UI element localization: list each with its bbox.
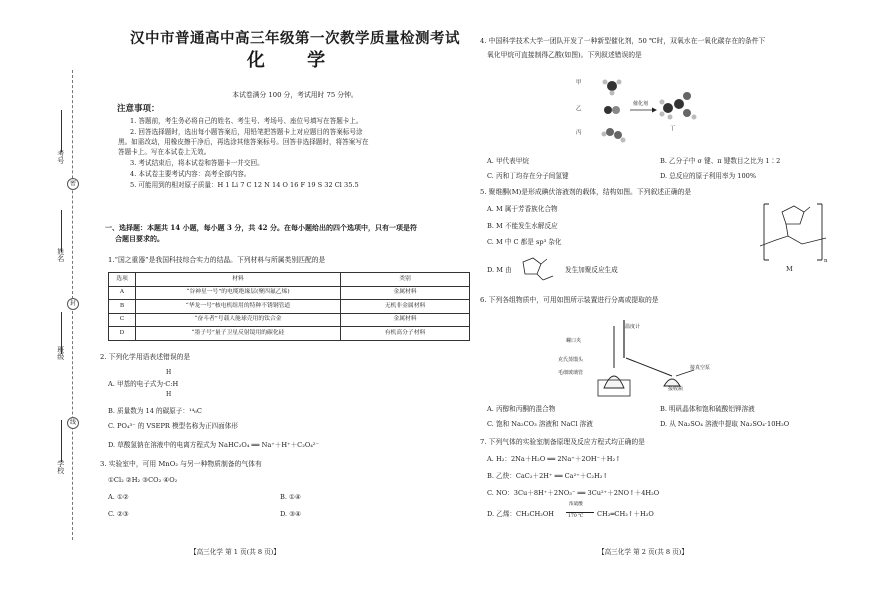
footer-right: 【高三化学 第 2 页(共 8 页)】 xyxy=(598,548,688,556)
q7-option-a[interactable]: A. H₂：2Na＋H₂O ══ 2Na⁺＋2OH⁻＋H₂↑ xyxy=(487,455,621,463)
school-blank[interactable] xyxy=(61,420,62,462)
q2-a-bottom-h: H xyxy=(166,391,172,398)
table-header: 类别 xyxy=(341,273,470,287)
carbonyl-bond xyxy=(541,259,547,264)
note-item: 1. 答题前，考生务必将自己的姓名、考生号、考场号、座位号填写在答题卡上。 xyxy=(130,117,363,125)
table-row xyxy=(109,327,470,341)
note-item: 4. 本试卷主要考试内容：高考全部内容。 xyxy=(130,170,251,179)
q2-a-top-h: H xyxy=(166,369,172,376)
q2-option-b[interactable]: B. 质量数为 14 的碳原子：¹⁴₆C xyxy=(108,407,202,415)
yi-molecule xyxy=(604,106,612,114)
name-label: 姓名 xyxy=(56,248,65,262)
q4-option-d[interactable]: D. 总反应的原子利用率为 100% xyxy=(660,172,757,180)
label-receiving-flask: 接收瓶 xyxy=(668,386,684,392)
atom-h xyxy=(660,112,665,117)
q6-option-a[interactable]: A. 丙醇和丙酮的混合物 xyxy=(487,405,556,413)
table-cell: 有机高分子材料 xyxy=(341,327,470,341)
atom-h xyxy=(692,115,697,120)
q4-option-c[interactable]: C. 丙和丁均存在分子间氢键 xyxy=(487,172,569,180)
q1-stem: 1.“国之重器”是我国科技综合实力的结晶。下列材料与所属类别匹配的是 xyxy=(108,256,326,264)
table-row xyxy=(109,300,470,314)
note-item: 黑。如需改动，用橡皮擦干净后，再选涂其他答案标号。回答非选择题时，将答案写在 xyxy=(118,137,369,146)
label-vacuum-pump: 接真空泵 xyxy=(690,365,711,371)
atom-h xyxy=(660,100,665,105)
receiving-flask xyxy=(664,379,680,386)
jia-molecule xyxy=(607,81,617,91)
exam-no-label: 考号 xyxy=(56,150,65,164)
table-header: 材料 xyxy=(136,273,341,287)
label-screw-clamp: 螺口夹 xyxy=(566,338,582,344)
q1-table xyxy=(108,272,470,341)
q3-option-d[interactable]: D. ③④ xyxy=(280,510,302,518)
q7-option-c[interactable]: C. NO：3Cu＋8H⁺＋2NO₃⁻ ══ 3Cu²⁺＋2NO↑＋4H₂O xyxy=(487,489,660,497)
section-heading xyxy=(105,222,473,244)
atom-h xyxy=(610,91,615,96)
q3-option-b[interactable]: B. ①④ xyxy=(280,493,301,501)
label-thermometer: 温度计 xyxy=(625,324,641,330)
atom-o xyxy=(683,109,691,117)
q5-option-d-post[interactable]: 发生加聚反应生成 xyxy=(565,266,618,274)
q6-option-c[interactable]: C. 饱和 Na₂CO₃ 溶液和 NaCl 溶液 xyxy=(487,420,593,428)
fig-label-jia: 甲 xyxy=(576,80,582,86)
atom-h xyxy=(603,80,608,85)
note-item: 答题卡上。写在本试卷上无效。 xyxy=(118,148,211,157)
label-claisen-head: 克氏蒸馏头 xyxy=(558,357,584,363)
polymer-backbone xyxy=(760,236,826,246)
footer-left: 【高三化学 第 1 页(共 8 页)】 xyxy=(190,548,280,556)
atom-o xyxy=(683,92,691,100)
table-cell: B xyxy=(109,300,136,314)
atom-h xyxy=(668,115,673,120)
q5-option-d-pre[interactable]: D. M 由 xyxy=(487,266,512,274)
table-cell: “奋斗者”号载人舱球壳用的钛合金 xyxy=(136,313,341,327)
atom-h xyxy=(621,138,626,143)
q3-items: ①Cl₂ ②H₂ ③CO₂ ④O₂ xyxy=(108,476,178,484)
table-row xyxy=(109,286,470,300)
class-label: 班级 xyxy=(56,346,65,360)
q2-option-a[interactable]: A. 甲基的电子式为·C:H xyxy=(108,380,179,388)
exam-title: 汉中市普通高中高三年级第一次教学质量检测考试 xyxy=(130,30,460,47)
q2-option-d[interactable]: D. 草酸氢钠在溶液中的电离方程式为 NaHC₂O₄ ══ Na⁺＋H⁺＋C₂O₄²⁻ xyxy=(108,441,320,449)
q2-option-c[interactable]: C. PO₄³⁻ 的 VSEPR 模型名称为正四面体形 xyxy=(108,422,238,430)
table-header-row xyxy=(109,273,470,287)
fig-label-yi: 乙 xyxy=(576,106,582,112)
bracket-left xyxy=(764,204,769,260)
fig-label-ding: 丁 xyxy=(670,126,676,132)
q7-stem: 7. 下列气体的实验室制备原理及反应方程式均正确的是 xyxy=(480,438,645,446)
table-row xyxy=(109,313,470,327)
note-item: 3. 考试结束后，将本试卷和答题卡一并交回。 xyxy=(130,159,264,168)
q6-option-b[interactable]: B. 明矾晶体和饱和硫酸铝钾溶液 xyxy=(660,405,755,413)
condenser-tube xyxy=(626,358,672,376)
label-capillary: 毛细玻璃管 xyxy=(558,370,584,376)
table-cell: 金属材料 xyxy=(341,313,470,327)
bracket-right xyxy=(817,204,822,260)
q7-option-d-post[interactable]: CH₂═CH₂↑＋H₂O xyxy=(597,510,654,518)
atom-h xyxy=(602,132,607,137)
ding-molecule xyxy=(663,103,673,113)
q7-condition-bottom: 170 ℃ xyxy=(568,514,584,519)
notes-heading: 注意事项： xyxy=(117,104,160,114)
distillation-flask xyxy=(604,376,624,388)
table-header: 选项 xyxy=(109,273,136,287)
n-vinyl-bond xyxy=(537,274,543,280)
n-c-bond xyxy=(786,224,788,236)
table-cell: “墨子号”量子卫星反射镜用的碳化硅 xyxy=(136,327,341,341)
polymer-m-label: M xyxy=(786,265,793,273)
q4-reaction-figure xyxy=(590,72,700,152)
polymer-m-structure xyxy=(758,198,828,268)
seal-mark-feng: 封 xyxy=(67,298,79,310)
atom-o xyxy=(612,106,620,114)
bing-molecule xyxy=(606,128,614,136)
q5-option-a[interactable]: A. M 属于芳香族化合物 xyxy=(487,205,558,213)
atom-h xyxy=(617,80,622,85)
q3-stem: 3. 实验室中，可用 MnO₂ 与另一种物质制备的气体有 xyxy=(100,460,262,468)
q2-stem: 2. 下列化学用语表述错误的是 xyxy=(100,353,191,361)
q7-condition-top: 浓硫酸 xyxy=(569,502,583,507)
note-item: 2. 回答选择题时，选出每小题答案后，用铅笔把答题卡上对应题目的答案标号涂 xyxy=(130,127,363,136)
monomer-structure xyxy=(513,254,563,284)
pyrrolidone-ring xyxy=(782,206,804,224)
table-cell: “华龙一号”核电机组用的特种不锈钢管道 xyxy=(136,300,341,314)
q4-stem-1: 4. 中国科学技术大学一团队开发了一种新型催化剂，50 ℃时，双氧水在一氧化碳存在的条件下 xyxy=(480,37,766,45)
table-cell: “谷神星一号”的电缆绝缘层(聚四氟乙烯) xyxy=(136,286,341,300)
q6-distillation-apparatus xyxy=(590,318,700,408)
q5-stem: 5. 聚维酮(M)是形成碘伏溶液剂的载体，结构如图。下列叙述正确的是 xyxy=(480,188,692,196)
q4-option-b[interactable]: B. 乙分子中 σ 键、π 键数目之比为 1∶2 xyxy=(660,157,781,165)
pyrrolidone-ring xyxy=(523,258,541,274)
q3-option-c[interactable]: C. ②③ xyxy=(108,510,129,518)
q5-option-b[interactable]: B. M 不能发生水解反应 xyxy=(487,222,558,230)
binding-margin xyxy=(0,0,100,595)
section-line-1: 一、选择题：本题共 14 小题，每小题 3 分，共 42 分。在每小题给出的四个选项中，只有一项是符 xyxy=(105,223,417,232)
score-line: 本试卷满分 100 分，考试用时 75 分钟。 xyxy=(232,91,358,99)
atom-c xyxy=(674,99,684,109)
fig-label-catalyst: 催化剂 xyxy=(633,101,649,107)
q7-option-b[interactable]: B. 乙炔：CaC₂＋2H⁺ ══ Ca²⁺＋C₂H₂↑ xyxy=(487,472,608,480)
table-cell: C xyxy=(109,313,136,327)
q5-option-c[interactable]: C. M 中 C 都是 sp³ 杂化 xyxy=(487,238,562,246)
section-line-2: 合题目要求的。 xyxy=(115,234,164,244)
polymer-n-label: n xyxy=(824,258,828,264)
notes-list xyxy=(118,117,460,192)
table-cell: 无机非金属材料 xyxy=(341,300,470,314)
seal-mark-mi: 密 xyxy=(67,178,79,190)
note-item: 5. 可能用到的相对原子质量：H 1 Li 7 C 12 N 14 O 16 F 19 S 32 Cl 35.5 xyxy=(130,180,359,189)
q6-option-d[interactable]: D. 从 Na₂SO₄ 溶液中提取 Na₂SO₄·10H₂O xyxy=(660,420,790,428)
q4-option-a[interactable]: A. 甲代表甲烷 xyxy=(487,157,529,165)
carbonyl-bond xyxy=(804,207,810,212)
q6-stem: 6. 下列各组物质中，可用如图所示装置进行分离或提取的是 xyxy=(480,296,659,304)
atom-o xyxy=(614,131,622,139)
vinyl-double-bond xyxy=(543,276,553,280)
exam-no-blank[interactable] xyxy=(61,110,62,152)
table-cell: 金属材料 xyxy=(341,286,470,300)
table-cell: A xyxy=(109,286,136,300)
q3-option-a[interactable]: A. ①② xyxy=(108,493,129,501)
school-label: 学校 xyxy=(56,460,65,474)
seal-mark-xian: 线 xyxy=(67,417,79,429)
fig-label-bing: 丙 xyxy=(576,130,582,136)
q7-condition-arrow xyxy=(566,512,594,513)
subject-title: 化 学 xyxy=(246,50,344,71)
name-blank[interactable] xyxy=(61,210,62,252)
q4-stem-2: 氧化甲烷可直接制得乙酸(如图)。下列叙述错误的是 xyxy=(487,51,642,59)
table-cell: D xyxy=(109,327,136,341)
arrow-head xyxy=(652,108,657,113)
q7-option-d-pre[interactable]: D. 乙烯：CH₃CH₂OH xyxy=(487,510,555,518)
